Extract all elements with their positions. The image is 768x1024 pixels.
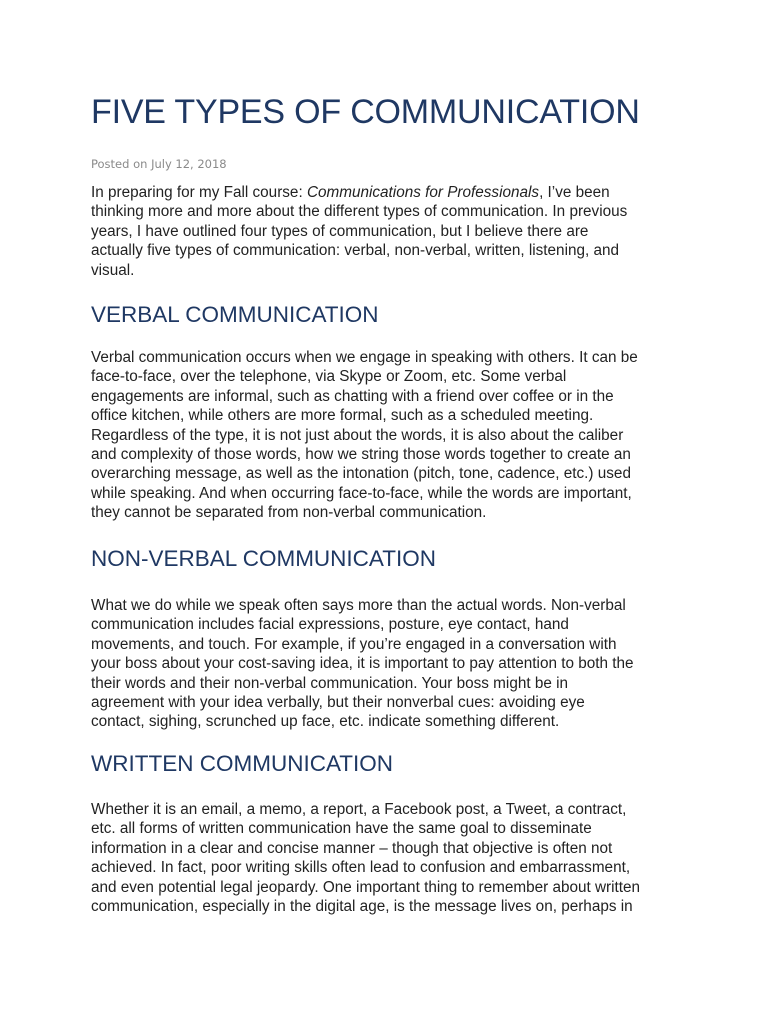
intro-text: , I’ve been xyxy=(539,184,610,201)
posted-date: Posted on July 12, 2018 xyxy=(91,157,227,171)
section-heading-nonverbal: NON-VERBAL COMMUNICATION xyxy=(91,546,437,571)
section-heading-written: WRITTEN COMMUNICATION xyxy=(91,751,394,776)
section-heading-verbal: VERBAL COMMUNICATION xyxy=(91,302,379,327)
paragraph-line: etc. all forms of written communication have the same goal to disseminate xyxy=(91,820,592,838)
paragraph-line: your boss about your cost-saving idea, it is important to pay attention to both the xyxy=(91,655,634,673)
paragraph-line: communication includes facial expressions, posture, eye contact, hand xyxy=(91,616,569,634)
paragraph-line: achieved. In fact, poor writing skills often lead to confusion and embarrassment, xyxy=(91,859,631,877)
paragraph-line: Whether it is an email, a memo, a report, a Facebook post, a Tweet, a contract, xyxy=(91,801,627,818)
paragraph-line: while speaking. And when occurring face-to-face, while the words are important, xyxy=(91,484,632,502)
intro-line: years, I have outlined four types of communication, but I believe there are xyxy=(91,222,589,240)
course-title: Communications for Professionals xyxy=(306,184,540,201)
intro-paragraph xyxy=(91,183,671,280)
paragraph-line: communication, especially in the digital age, is the message lives on, perhaps in xyxy=(91,898,633,916)
paragraph-line: their words and their non-verbal communication. Your boss might be in xyxy=(91,674,569,692)
paragraph-line: and complexity of those words, how we string those words together to create an xyxy=(91,446,631,464)
paragraph-line: contact, sighing, scrunched up face, etc. indicate something different. xyxy=(91,713,560,731)
paragraph-line: engagements are informal, such as chatting with a friend over coffee or in the xyxy=(91,387,614,405)
paragraph-line: and even potential legal jeopardy. One important thing to remember about written xyxy=(91,878,641,896)
page-title: FIVE TYPES OF COMMUNICATION xyxy=(91,93,640,131)
paragraph-line: What we do while we speak often says more than the actual words. Non-verbal xyxy=(91,597,626,614)
intro-text: In preparing for my Fall course: xyxy=(91,184,307,201)
intro-line: thinking more and more about the different types of communication. In previous xyxy=(91,203,628,221)
paragraph-line: information in a clear and concise manner – though that objective is often not xyxy=(91,839,613,857)
paragraph-line: they cannot be separated from non-verbal communication. xyxy=(91,504,487,522)
paragraph-line: Verbal communication occurs when we engage in speaking with others. It can be xyxy=(91,349,638,366)
section-paragraph-written xyxy=(91,800,671,916)
intro-line: actually five types of communication: verbal, non-verbal, written, listening, and xyxy=(91,242,620,260)
paragraph-line: office kitchen, while others are more formal, such as a scheduled meeting. xyxy=(91,407,594,425)
intro-line: visual. xyxy=(91,261,135,279)
paragraph-line: Regardless of the type, it is not just about the words, it is also about the caliber xyxy=(91,426,624,444)
intro-line xyxy=(91,183,671,202)
paragraph-line: face-to-face, over the telephone, via Skype or Zoom, etc. Some verbal xyxy=(91,368,567,386)
paragraph-line: overarching message, as well as the intonation (pitch, tone, cadence, etc.) used xyxy=(91,465,631,483)
paragraph-line: agreement with your idea verbally, but their nonverbal cues: avoiding eye xyxy=(91,694,585,712)
section-paragraph-verbal xyxy=(91,348,671,523)
section-paragraph-nonverbal xyxy=(91,596,671,732)
paragraph-line: movements, and touch. For example, if you’re engaged in a conversation with xyxy=(91,635,617,653)
